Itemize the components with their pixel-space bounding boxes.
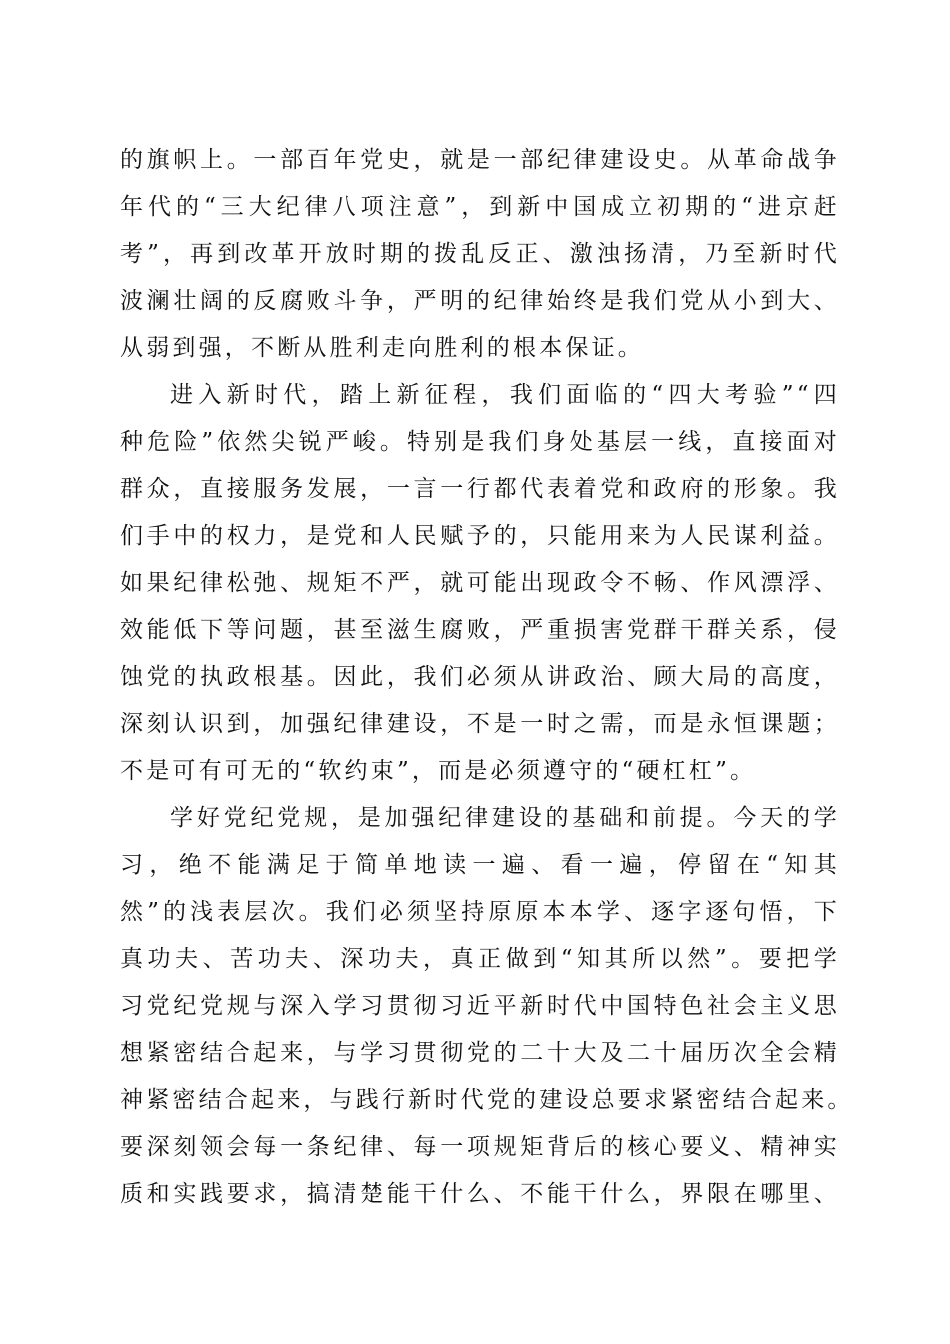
paragraph-first-line: 进入新时代，踏上新征程，我们面临的“四大考验”“四 (170, 382, 840, 408)
text-line: 波澜壮阔的反腐败斗争，严明的纪律始终是我们党从小到大、 (120, 288, 840, 314)
text-line: 要深刻领会每一条纪律、每一项规矩背后的核心要义、精神实 (120, 1134, 840, 1160)
paragraph-first-line: 学好党纪党规，是加强纪律建设的基础和前提。今天的学 (170, 805, 840, 831)
text-line: 然”的浅表层次。我们必须坚持原原本本学、逐字逐句悟，下 (120, 899, 840, 925)
body-text (120, 137, 854, 1218)
text-line: 的旗帜上。一部百年党史，就是一部纪律建设史。从革命战争 (120, 147, 840, 173)
text-line: 深刻认识到，加强纪律建设，不是一时之需，而是永恒课题； (120, 711, 840, 737)
text-line: 年代的“三大纪律八项注意”，到新中国成立初期的“进京赶 (120, 194, 840, 220)
text-line: 种危险”依然尖锐严峻。特别是我们身处基层一线，直接面对 (120, 429, 840, 455)
text-line: 从弱到强，不断从胜利走向胜利的根本保证。 (120, 335, 644, 361)
text-line: 考”，再到改革开放时期的拨乱反正、激浊扬清，乃至新时代 (120, 241, 840, 267)
text-line: 习党纪党规与深入学习贯彻习近平新时代中国特色社会主义思 (120, 993, 840, 1019)
text-line: 不是可有可无的“软约束”，而是必须遵守的“硬杠杠”。 (120, 758, 757, 784)
text-line: 想紧密结合起来，与学习贯彻党的二十大及二十届历次全会精 (120, 1040, 840, 1066)
text-line: 习，绝不能满足于简单地读一遍、看一遍，停留在“知其 (120, 852, 840, 878)
text-line: 质和实践要求，搞清楚能干什么、不能干什么，界限在哪里、 (120, 1181, 840, 1207)
text-line: 神紧密结合起来，与践行新时代党的建设总要求紧密结合起来。 (120, 1087, 854, 1113)
text-line: 如果纪律松弛、规矩不严，就可能出现政令不畅、作风漂浮、 (120, 570, 840, 596)
text-line: 效能低下等问题，甚至滋生腐败，严重损害党群干群关系，侵 (120, 617, 840, 643)
text-line: 蚀党的执政根基。因此，我们必须从讲政治、顾大局的高度， (120, 664, 840, 690)
text-line: 真功夫、苦功夫、深功夫，真正做到“知其所以然”。要把学 (120, 946, 840, 972)
text-line: 们手中的权力，是党和人民赋予的，只能用来为人民谋利益。 (120, 523, 840, 549)
text-line: 群众，直接服务发展，一言一行都代表着党和政府的形象。我 (120, 476, 840, 502)
